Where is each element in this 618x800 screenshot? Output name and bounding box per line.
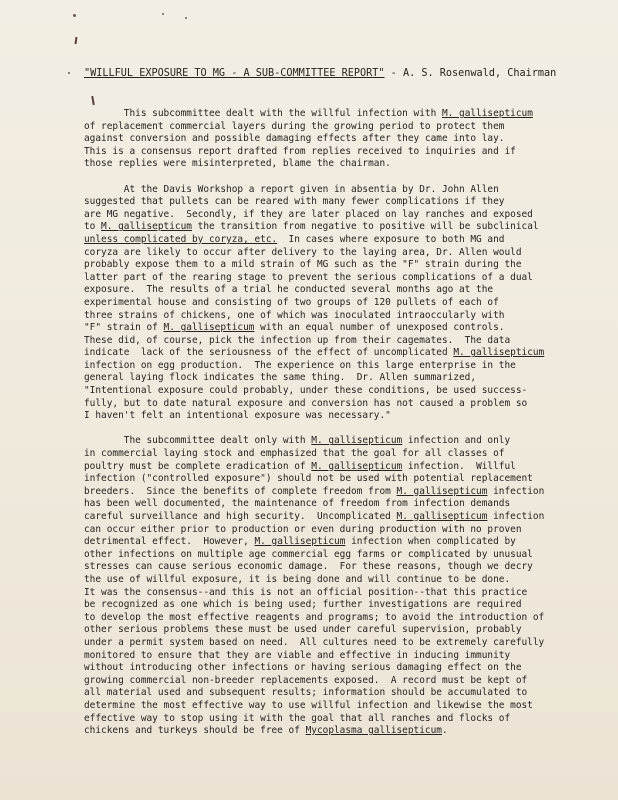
text-line: infection ("controlled exposure") should not be used with potential replacement — [84, 473, 533, 485]
text-line: can occur either prior to production or even during production with no proven — [84, 523, 522, 535]
underlined-term: M. gallisepticum — [254, 536, 346, 548]
underlined-term: M. gallisepticum — [396, 485, 488, 497]
text-line: growing commercial non-breeder replacements exposed. A record must be kept of — [84, 674, 528, 686]
text-line: exposure. The results of a trial he conducted several months ago at the — [84, 284, 494, 296]
text-line: fully, but to date natural exposure and conversion has not caused a problem so — [84, 397, 528, 409]
text-line: chickens and turkeys should be free of Mycoplasma gallisepticum. — [84, 725, 448, 737]
text-line: determine the most effective way to use willful infection and likewise the most — [84, 699, 533, 711]
text-line: "Intentional exposure could probably, under these conditions, be used success- — [84, 385, 528, 397]
text-line: coryza are likely to occur after delivery to the laying area, Dr. Allen would — [84, 246, 522, 258]
ink-speck — [162, 13, 164, 15]
body-paragraph — [84, 435, 592, 737]
underlined-term: M. gallisepticum — [453, 347, 545, 359]
text-line: suggested that pullets can be reared with many fewer complications if they — [84, 196, 505, 208]
text-line: experimental house and consisting of two groups of 120 pullets of each of — [84, 296, 499, 308]
underlined-term: M. gallisepticum — [163, 322, 255, 334]
text-line: At the Davis Workshop a report given in absentia by Dr. John Allen — [84, 183, 499, 195]
text-line: detrimental effect. However, M. gallisepticum infection when complicated by — [84, 536, 516, 548]
body-paragraph — [84, 184, 592, 423]
text-line: effective way to stop using it with the goal that all ranches and flocks of — [84, 712, 511, 724]
report-body — [84, 108, 592, 750]
ink-speck — [73, 14, 76, 17]
text-line: indicate lack of the seriousness of the effect of uncomplicated M. gallisepticum — [84, 347, 545, 359]
text-line: of replacement commercial layers during the growing period to protect them — [84, 120, 505, 132]
text-line: general laying flock indicates the same thing. Dr. Allen summarized, — [84, 372, 477, 384]
text-line: unless complicated by coryza, etc. In cases where exposure to both MG and — [84, 233, 505, 245]
pen-mark — [75, 37, 78, 44]
text-line: careful surveillance and high security. Uncomplicated M. gallisepticum infection — [84, 511, 545, 522]
text-line: against conversion and possible damaging effects after they came into lay. — [84, 133, 505, 145]
text-line: other serious problems these must be used under careful supervision, probably — [84, 624, 522, 636]
text-line: poultry must be complete eradication of M. gallisepticum infection. Willful — [84, 460, 516, 472]
text-line: latter part of the rearing stage to prevent the serious complications of a dual — [84, 271, 533, 283]
text-line: infection on egg production. The experience on this large enterprise in the — [84, 359, 516, 371]
text-line: in commercial laying stock and emphasized that the goal for all classes of — [84, 448, 505, 460]
text-line: without introducing other infections or having serious damaging effect on the — [84, 662, 522, 674]
text-line: This subcommittee dealt with the willful infection with M. gallisepticum — [84, 108, 533, 119]
text-line: three strains of chickens, one of which was inoculated intraoccularly with — [84, 309, 505, 321]
underlined-term: M. gallisepticum — [311, 460, 403, 472]
underlined-term: M. gallisepticum — [441, 108, 533, 119]
underlined-term: M. gallisepticum — [396, 511, 488, 522]
text-line: I haven't felt an intentional exposure was necessary." — [84, 410, 391, 422]
text-line: probably expose them to a mild strain of MG such as the "F" strain during the — [84, 259, 522, 271]
text-line: to M. gallisepticum the transition from negative to positive will be subclinical — [84, 221, 539, 233]
report-author: - A. S. Rosenwald, Chairman — [384, 68, 557, 79]
report-title-line — [84, 68, 594, 79]
body-paragraph — [84, 108, 592, 171]
text-line: These did, of course, pick the infection up from their cagemates. The data — [84, 334, 511, 346]
underlined-term: M. gallisepticum — [101, 221, 192, 233]
ink-speck — [185, 17, 187, 19]
text-line: has been well documented, the maintenance of freedom from infection demands — [84, 498, 511, 510]
text-line: those replies were misinterpreted, blame the chairman. — [84, 158, 391, 170]
ink-speck — [68, 72, 70, 74]
text-line: other infections on multiple age commercial egg farms or complicated by unusual — [84, 548, 533, 560]
text-line: under a permit system based on need. All cultures need to be extremely carefully — [84, 636, 545, 648]
text-line: the use of willful exposure, it is being done and will continue to be done. — [84, 573, 511, 585]
underlined-term: Mycoplasma gallisepticum — [305, 725, 442, 737]
text-line: monitored to ensure that they are viable and effective in inducing immunity — [84, 649, 511, 661]
underlined-term: M. gallisepticum — [311, 435, 403, 447]
text-line: This is a consensus report drafted from replies received to inquiries and if — [84, 145, 516, 157]
text-line: The subcommittee dealt only with M. gallisepticum infection and only — [84, 435, 511, 447]
text-line: all material used and subsequent results; information should be accumulated to — [84, 687, 528, 699]
text-line: "F" strain of M. gallisepticum with an equal number of unexposed controls. — [84, 322, 505, 334]
text-line: to develop the most effective reagents and programs; to avoid the introduction of — [84, 611, 545, 623]
text-line: It was the consensus--and this is not an official position--that this practice — [84, 586, 528, 598]
text-line: are MG negative. Secondly, if they are later placed on lay ranches and exposed — [84, 208, 533, 220]
text-line: stresses can cause serious economic damage. For these reasons, though we decry — [84, 561, 533, 573]
underlined-term: unless complicated by coryza, etc. — [84, 233, 278, 245]
report-title: "WILLFUL EXPOSURE TO MG - A SUB-COMMITTEE REPORT" — [84, 68, 385, 79]
text-line: be recognized as one which is being used; further investigations are required — [84, 599, 522, 611]
pen-mark — [91, 96, 95, 105]
text-line: breeders. Since the benefits of complete freedom from M. gallisepticum infection — [84, 485, 545, 497]
